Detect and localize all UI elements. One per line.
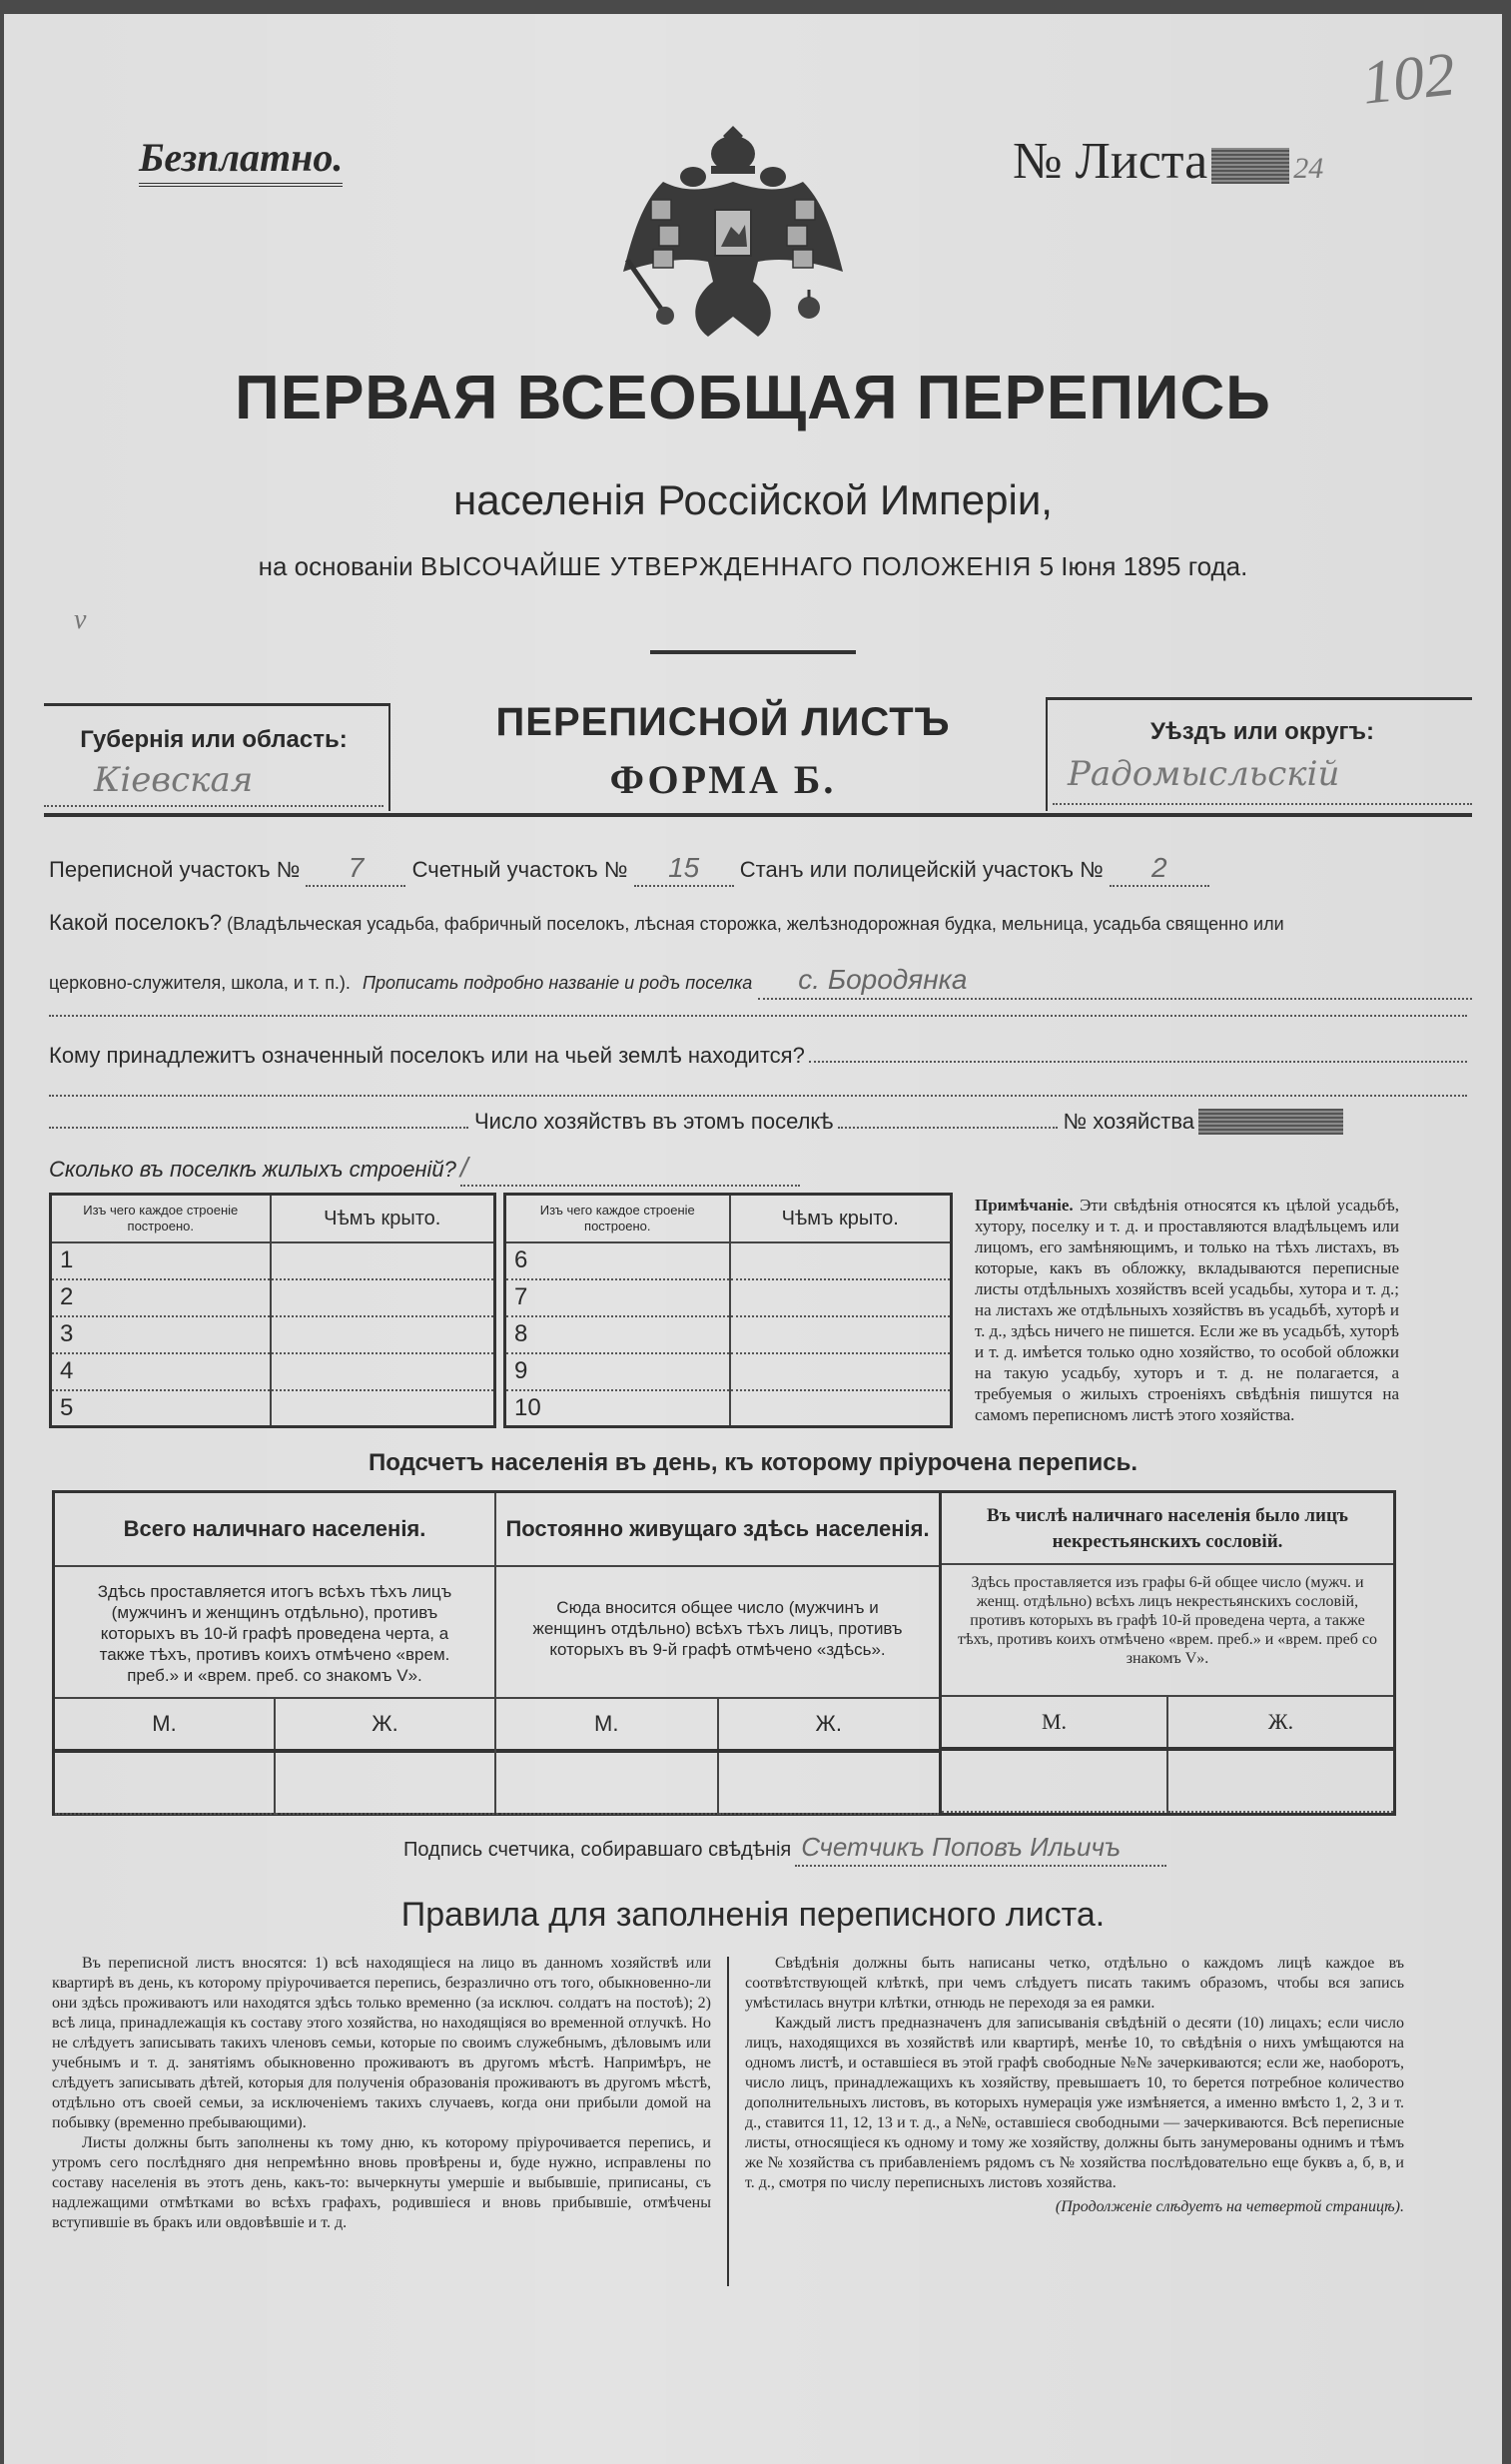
population-col-heading: Всего наличнаго населенія. — [55, 1493, 494, 1567]
police-district-value: 2 — [1151, 852, 1167, 883]
settlement-hint-italic: Прописать подробно названіе и родъ поселка — [362, 973, 753, 993]
note-block — [975, 1195, 1399, 1425]
note-text: Эти свѣдѣнія относятся къ цѣлой усадьбѣ, хутору, поселку и т. д. и проставляются владѣльцемъ или лицомъ, его замѣняющимъ, и только на тѣхъ листахъ, въ которые, какъ въ обложку, вкладываются переписные листы отдѣльныхъ хозяйствъ всей усадьбы, хутора и т. д.; на листахъ же отдѣльныхъ хозяйствъ въ усадьбѣ, хуторѣ и т. д., здѣсь ничего не пишется. Если же въ усадьбѣ, хуторѣ и т. д. имѣется только одно хозяйство, то особой обложки на такую усадьбу, хуторъ и т. д. не полагается, а требуемыя о жилыхъ строеніяхъ свѣдѣнія пишутся на самомъ переписномъ листѣ этого хозяйства. — [975, 1196, 1399, 1424]
uezd-value[interactable]: Радомысльскій — [1068, 754, 1340, 794]
col-roof-header: Чѣмъ крыто. — [730, 1195, 952, 1242]
population-col-non-peasant — [939, 1493, 1393, 1813]
settlement-hint-2: церковно-служителя, школа, и т. п.). — [49, 973, 351, 993]
column-divider — [727, 1957, 729, 2286]
building-row-number[interactable]: 1 — [60, 1246, 74, 1273]
building-row-number[interactable]: 5 — [60, 1393, 74, 1421]
households-leading-field[interactable] — [49, 1126, 468, 1129]
owner-field[interactable] — [809, 1060, 1467, 1063]
rules-paragraph: Каждый листъ предназначенъ для записыванія свѣдѣній о десяти (10) лицахъ; если число лицъ, находящихся въ хозяйствѣ или квартирѣ, менѣе 10, то свѣдѣнія о нихъ умѣщаются на одномъ листѣ, и оставшіеся въ этой графѣ свободные №№ зачеркиваются; если же, наоборотъ, число лицъ, принадлежащихъ къ хозяйству, превышаетъ 10, то берется потребное количество дополнительныхъ листовъ, въ которыхъ нумерація уже измѣняется, а именно вмѣсто 1, 2, 3 и т. д., ставится 11, 12, 13 и т. д., а №№, оставшіеся свободными — зачеркиваются. Всѣ переписные листы, относящіеся къ одному и тому же хозяйству, должны быть занумерованы однимъ и тѣмъ же № хозяйства съ прибавленіемъ рядомъ съ № хозяйства послѣдовательно еще буквъ а, б, в, и т. д., смотря по числу переписныхъ листовъ хозяйства. — [745, 2015, 1404, 2191]
male-label: М. — [55, 1699, 276, 1749]
building-roof-cell[interactable] — [730, 1279, 952, 1316]
building-roof-cell[interactable] — [730, 1353, 952, 1390]
counting-district-value: 15 — [668, 852, 700, 883]
sheet-number-handwritten: 24 — [1293, 152, 1324, 185]
households-count-field[interactable] — [838, 1126, 1058, 1129]
building-roof-cell[interactable] — [271, 1279, 495, 1316]
building-row-number[interactable]: 3 — [60, 1320, 74, 1347]
buildings-table-right — [503, 1193, 953, 1428]
female-label: Ж. — [372, 1711, 398, 1736]
population-col-heading: Въ числѣ наличнаго населенія было лицъ некрестьянскихъ сословій. — [942, 1493, 1393, 1565]
legal-basis — [64, 548, 1442, 584]
settlement-label: Какой поселокъ? — [49, 910, 223, 935]
sheet-number — [1013, 132, 1323, 199]
buildings-table-left — [49, 1193, 496, 1428]
rules-paragraph: Въ переписной листъ вносятся: 1) всѣ находящіеся на лицо въ данномъ хозяйствѣ или квартирѣ въ день, къ которому пріурочивается перепись, безразлично отъ того, обыкновенно-ли они здѣсь проживаютъ или находятся здѣсь только временно (за исключ. солдатъ на постоѣ); 2) всѣ лица, принадлежащія къ составу этого хозяйства, но находящіяся во временной отлучкѣ. Но не слѣдуетъ записывать такихъ членовъ семьи, которые по своимъ служебнымъ, дѣловымъ или учебнымъ и т. д. занятіямъ обыкновенно проживаютъ въ другомъ мѣстѣ. Напримѣръ, не слѣдуетъ записывать дѣтей, которыя для полученія образованія проживаютъ въ другомъ мѣстѣ, отдѣльно отъ своей семьи, за исключеніемъ такихъ случаевъ, когда они прибыли домой на побывку (временно пребывающими). — [52, 1955, 711, 2131]
settlement-hint-1: (Владѣльческая усадьба, фабричный поселокъ, лѣсная сторожка, желѣзнодорожная будка, мельница, усадьба священно или — [227, 914, 1284, 934]
rules-paragraph: Листы должны быть заполнены къ тому дню, къ которому пріурочивается перепись, и утромъ сего послѣдняго дня непремѣнно вновь провѣрены и, буде нужно, исправлены по составу населенія въ этотъ день, какъ-то: вычеркнуты умершіе и выбывшіе, приписаны, съ надлежащими отмѣтками во всѣхъ графахъ, родившіеся и вновь прибывшіе, отмѣчены вступившіе въ бракъ или овдовѣвшіе и т. д. — [52, 2134, 711, 2231]
uezd-label: Уѣздъ или округъ: — [1149, 718, 1375, 745]
rule — [44, 805, 383, 807]
population-col-permanent — [494, 1493, 939, 1813]
police-district-label: Станъ или полицейскій участокъ № — [739, 857, 1104, 882]
margin-check-mark: v — [74, 604, 87, 635]
rule — [1046, 697, 1048, 811]
female-label: Ж. — [815, 1711, 842, 1736]
rule — [388, 703, 390, 811]
legal-basis-suffix: 5 Іюня 1895 года. — [1039, 551, 1248, 581]
household-no-stamp — [1198, 1109, 1343, 1135]
population-col-total — [55, 1493, 494, 1813]
female-label: Ж. — [1267, 1709, 1294, 1734]
building-roof-cell[interactable] — [271, 1353, 495, 1390]
rules-title: Правила для заполненія переписного листа. — [400, 1896, 1106, 1934]
population-col-description: Здѣсь проставляется изъ графы 6-й общее число (мужч. и женщ. отдѣльно) всѣхъ лицъ некрестьянскихъ сословій, противъ которыхъ въ графѣ 10-й проведена черта, а также тѣхъ, противъ коихъ отмѣчено «врем. преб.» и «врем. преб со знакомъ V». — [942, 1565, 1393, 1697]
building-row-number[interactable]: 2 — [60, 1283, 74, 1310]
owner-label: Кому принадлежитъ означенный поселокъ или на чьей землѣ находится? — [49, 1043, 805, 1068]
guberniya-label: Губернія или область: — [80, 726, 348, 753]
free-label: Безплатно. — [139, 134, 343, 187]
male-label: М. — [942, 1697, 1168, 1747]
population-title: Подсчетъ населенія въ день, къ которому пріурочена перепись. — [369, 1449, 1137, 1476]
header-bottom-rule — [44, 813, 1472, 817]
census-district-label: Переписной участокъ № — [49, 857, 301, 882]
male-label: М. — [496, 1699, 719, 1749]
signature-field[interactable] — [795, 1832, 1166, 1867]
households-row — [49, 1107, 1472, 1137]
census-district-value: 7 — [348, 852, 365, 883]
building-roof-cell[interactable] — [730, 1316, 952, 1353]
households-count-label: Число хозяйствъ въ этомъ поселкѣ — [474, 1109, 834, 1134]
guberniya-value[interactable]: Кіевская — [94, 760, 254, 800]
buildings-field[interactable] — [460, 1153, 800, 1187]
rule — [44, 703, 388, 706]
rules-continued: (Продолженіе слѣдуетъ на четвертой страницѣ). — [1055, 2198, 1404, 2215]
buildings-value: / — [459, 1152, 468, 1183]
rules-right-column — [745, 1954, 1404, 2217]
census-district-field[interactable] — [306, 853, 405, 887]
male-count-cell[interactable] — [942, 1751, 1168, 1813]
population-col-heading: Постоянно живущаго здѣсь населенія. — [496, 1493, 939, 1567]
main-title: ПЕРВАЯ ВСЕОБЩАЯ ПЕРЕПИСЬ — [235, 364, 1271, 432]
col-material-header: Изъ чего каждое строеніе построено. — [539, 1202, 695, 1233]
settlement-value: с. Бородянка — [798, 964, 968, 995]
census-form-page — [4, 14, 1502, 2464]
buildings-label: Сколько въ поселкѣ жилыхъ строеній? — [49, 1157, 456, 1182]
signature-row — [403, 1832, 1166, 1867]
building-row-number[interactable]: 7 — [514, 1283, 528, 1310]
building-roof-cell[interactable] — [271, 1242, 495, 1279]
signature-value: Счетчикъ Поповъ Ильичъ — [801, 1832, 1122, 1862]
building-roof-cell[interactable] — [730, 1242, 952, 1279]
rule — [1053, 803, 1472, 805]
rules-left-column — [52, 1954, 711, 2233]
col-roof-header: Чѣмъ крыто. — [271, 1195, 495, 1242]
form-subtitle: ФОРМА Б. — [609, 757, 837, 802]
police-district-field[interactable] — [1110, 853, 1209, 887]
buildings-row — [49, 1153, 800, 1187]
note-title: Примѣчаніе. — [975, 1196, 1074, 1215]
building-row-number[interactable]: 6 — [514, 1246, 528, 1273]
subtitle: населенія Россійской Имперіи, — [453, 476, 1053, 523]
female-count-cell[interactable] — [276, 1753, 494, 1815]
signature-label: Подпись счетчика, собиравшаго свѣдѣнія — [403, 1839, 792, 1861]
population-table — [52, 1490, 1396, 1816]
rule — [1048, 697, 1472, 700]
fill-line[interactable] — [49, 1015, 1467, 1017]
legal-basis-caps: ВЫСОЧАЙШЕ УТВЕРЖДЕННАГО ПОЛОЖЕНІЯ — [419, 551, 1033, 581]
archive-page-number: 102 — [1358, 40, 1459, 118]
building-roof-cell[interactable] — [271, 1390, 495, 1427]
settlement-row — [49, 908, 1477, 939]
sheet-number-stamp — [1211, 148, 1289, 184]
female-count-cell[interactable] — [719, 1753, 940, 1815]
building-row-number[interactable]: 8 — [514, 1320, 528, 1347]
building-roof-cell[interactable] — [730, 1390, 952, 1427]
building-row-number[interactable]: 10 — [514, 1393, 541, 1421]
title-divider — [650, 650, 856, 654]
double-headed-eagle-icon — [613, 122, 853, 342]
settlement-field[interactable] — [758, 965, 1472, 1000]
female-count-cell[interactable] — [1168, 1751, 1393, 1813]
districts-row — [49, 853, 1209, 887]
male-count-cell[interactable] — [55, 1753, 276, 1815]
population-col-description: Здѣсь проставляется итогъ всѣхъ тѣхъ лицъ (мужчинъ и женщинъ отдѣльно), противъ которыхъ въ 10-й графѣ проведена черта, а также тѣхъ, противъ коихъ отмѣчено «врем. преб.» и «врем. преб. со знакомъ V». — [55, 1567, 494, 1699]
col-material-header: Изъ чего каждое строеніе построено. — [83, 1202, 239, 1233]
building-row-number[interactable]: 9 — [514, 1357, 528, 1384]
counting-district-field[interactable] — [634, 853, 734, 887]
household-no-label: № хозяйства — [1063, 1109, 1195, 1134]
rules-paragraph: Свѣдѣнія должны быть написаны четко, отдѣльно о каждомъ лицѣ каждое въ соотвѣтствующей клѣткѣ, при чемъ слѣдуетъ писать такимъ образомъ, чтобы вся запись умѣстилась внутри клѣтки, отнюдь не переходя за ея рамки. — [745, 1955, 1404, 2012]
population-col-description: Сюда вносится общее число (мужчинъ и женщинъ отдѣльно) всѣхъ тѣхъ лицъ, противъ которыхъ въ 9-й графѣ отмѣчено «здѣсь». — [496, 1567, 939, 1699]
form-title: ПЕРЕПИСНОЙ ЛИСТЪ — [495, 700, 951, 744]
settlement-row-2 — [49, 965, 1472, 1000]
fill-line[interactable] — [49, 1095, 1467, 1097]
sheet-number-label: № Листа — [1013, 133, 1208, 190]
owner-row — [49, 1041, 1467, 1071]
male-count-cell[interactable] — [496, 1753, 719, 1815]
legal-basis-prefix: на основаніи — [258, 551, 413, 581]
building-row-number[interactable]: 4 — [60, 1357, 74, 1384]
building-roof-cell[interactable] — [271, 1316, 495, 1353]
counting-district-label: Счетный участокъ № — [411, 857, 628, 882]
